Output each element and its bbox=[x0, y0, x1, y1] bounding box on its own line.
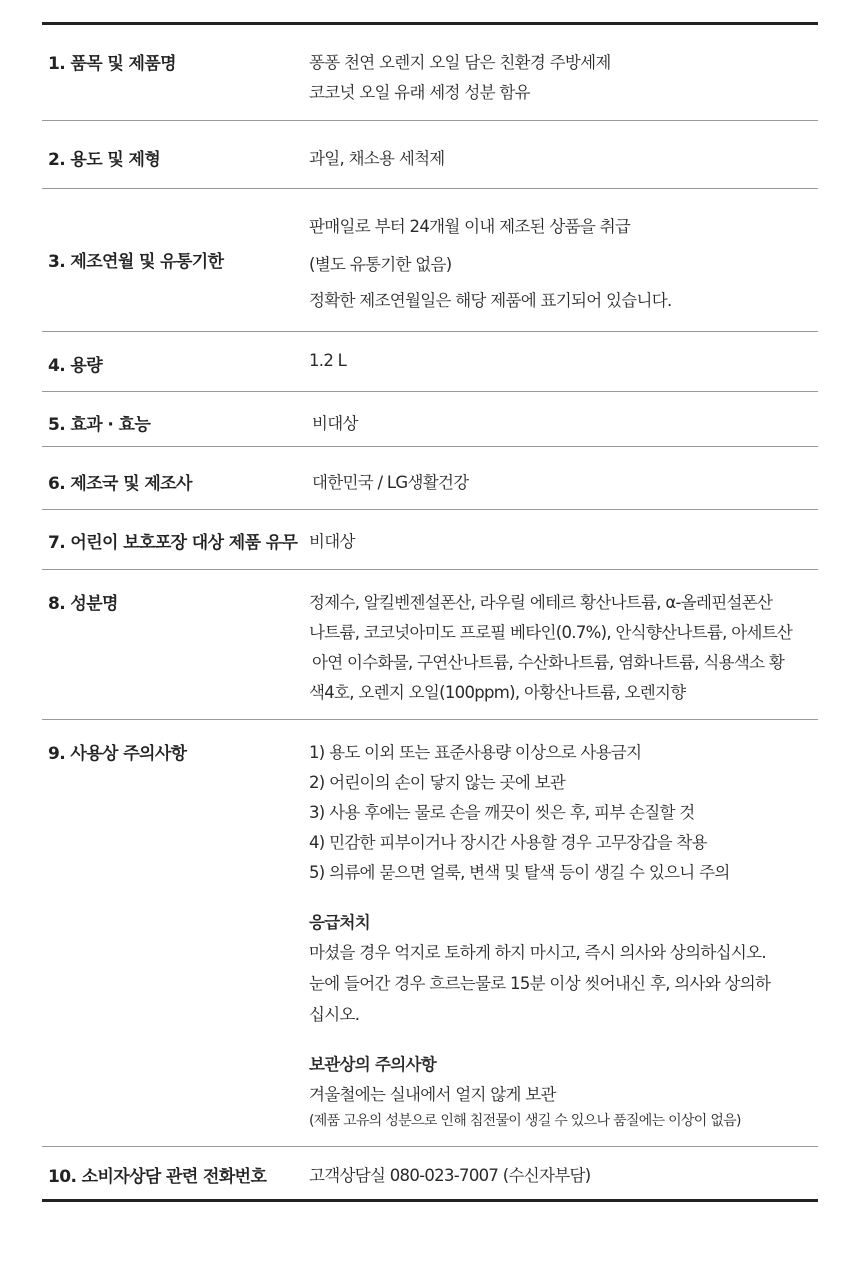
row-value-product-name-line1: 퐁퐁 천연 오렌지 오일 담은 친환경 주방세제 bbox=[309, 53, 611, 72]
emergency-title: 응급처치 bbox=[309, 913, 370, 932]
row-divider bbox=[42, 188, 818, 189]
row-divider bbox=[42, 509, 818, 510]
row-label-effect: 5. 효과 · 효능 bbox=[48, 415, 151, 435]
precaution-item: 2) 어린이의 손이 닿지 않는 곳에 보관 bbox=[309, 773, 566, 792]
row-label-child-packaging: 7. 어린이 보호포장 대상 제품 유무 bbox=[48, 533, 298, 553]
row-value-ingredients-line2: 나트륨, 코코넛아미도 프로필 베타인(0.7%), 안식향산나트륨, 아세트산 bbox=[309, 623, 793, 642]
row-divider bbox=[42, 120, 818, 121]
row-divider bbox=[42, 569, 818, 570]
row-value-child-packaging: 비대상 bbox=[309, 532, 355, 551]
row-value-manufacture-line1: 판매일로 부터 24개월 이내 제조된 상품을 취급 bbox=[309, 217, 631, 236]
emergency-line: 십시오. bbox=[309, 1005, 360, 1024]
row-label-precautions: 9. 사용상 주의사항 bbox=[48, 744, 187, 764]
row-value-usage-type: 과일, 채소용 세척제 bbox=[309, 149, 445, 168]
row-divider bbox=[42, 331, 818, 332]
row-label-volume: 4. 용량 bbox=[48, 356, 103, 376]
row-value-manufacture-line2: (별도 유통기한 없음) bbox=[309, 255, 452, 274]
row-value-volume: 1.2 L bbox=[309, 351, 347, 370]
row-value-manufacturer: 대한민국 / LG생활건강 bbox=[312, 473, 469, 492]
precaution-item: 5) 의류에 묻으면 얼룩, 변색 및 탈색 등이 생길 수 있으니 주의 bbox=[309, 863, 730, 882]
row-value-product-name-line2: 코코넛 오일 유래 세정 성분 함유 bbox=[309, 83, 530, 102]
row-label-manufacturer: 6. 제조국 및 제조사 bbox=[48, 474, 192, 494]
table-top-rule bbox=[42, 22, 818, 25]
storage-line: 겨울철에는 실내에서 얼지 않게 보관 bbox=[309, 1085, 556, 1104]
row-label-usage-type: 2. 용도 및 제형 bbox=[48, 150, 161, 170]
precaution-item: 3) 사용 후에는 물로 손을 깨끗이 씻은 후, 피부 손질할 것 bbox=[309, 803, 695, 822]
precaution-item: 1) 용도 이외 또는 표준사용량 이상으로 사용금지 bbox=[309, 743, 642, 762]
row-divider bbox=[42, 719, 818, 720]
row-label-product-name: 1. 품목 및 제품명 bbox=[48, 54, 176, 74]
row-divider bbox=[42, 446, 818, 447]
storage-title: 보관상의 주의사항 bbox=[309, 1055, 436, 1074]
row-value-customer-phone: 고객상담실 080-023-7007 (수신자부담) bbox=[309, 1166, 591, 1185]
row-label-ingredients: 8. 성분명 bbox=[48, 594, 118, 614]
row-label-manufacture-date: 3. 제조연월 및 유통기한 bbox=[48, 252, 224, 272]
row-divider bbox=[42, 1146, 818, 1147]
emergency-line: 마셨을 경우 억지로 토하게 하지 마시고, 즉시 의사와 상의하십시오. bbox=[309, 943, 766, 962]
storage-note: (제품 고유의 성분으로 인해 침전물이 생길 수 있으나 품질에는 이상이 없음) bbox=[309, 1113, 741, 1129]
row-label-customer-phone: 10. 소비자상담 관련 전화번호 bbox=[48, 1167, 267, 1187]
table-bottom-rule bbox=[42, 1199, 818, 1202]
row-value-ingredients-line3: 아연 이수화물, 구연산나트륨, 수산화나트륨, 염화나트륨, 식용색소 황 bbox=[312, 653, 785, 672]
precaution-item: 4) 민감한 피부이거나 장시간 사용할 경우 고무장갑을 착용 bbox=[309, 833, 707, 852]
row-divider bbox=[42, 391, 818, 392]
row-value-effect: 비대상 bbox=[312, 414, 358, 433]
row-value-ingredients-line1: 정제수, 알킬벤젠설폰산, 라우릴 에테르 황산나트륨, α-올레핀설폰산 bbox=[309, 593, 773, 612]
row-value-ingredients-line4: 색4호, 오렌지 오일(100ppm), 아황산나트륨, 오렌지향 bbox=[309, 683, 686, 702]
row-value-manufacture-line3: 정확한 제조연월일은 해당 제품에 표기되어 있습니다. bbox=[309, 291, 672, 310]
emergency-line: 눈에 들어간 경우 흐르는물로 15분 이상 씻어내신 후, 의사와 상의하 bbox=[309, 974, 771, 993]
